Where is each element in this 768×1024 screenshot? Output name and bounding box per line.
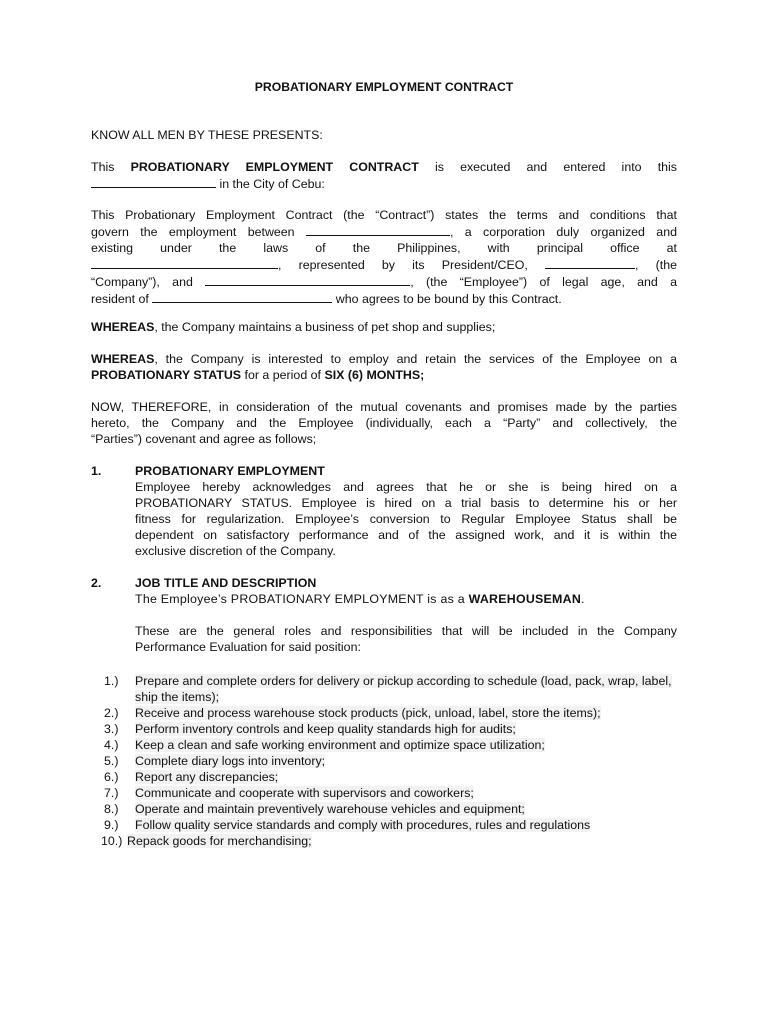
section-2 [135, 575, 677, 655]
list-item [101, 833, 684, 849]
parties-line-4 [91, 256, 677, 273]
list-item-number: 3.) [104, 722, 119, 736]
list-item-number: 2.) [104, 706, 119, 720]
office-address-blank [91, 256, 278, 269]
president-blank [545, 256, 635, 269]
list-item-text: Report any discrepancies; [135, 770, 279, 784]
period-term: SIX (6) MONTHS; [324, 368, 425, 382]
parties-line-6 [91, 290, 677, 307]
list-item-text: Prepare and complete orders for delivery or pickup according to schedule (load, pack, wrap, label, ship the items); [135, 674, 672, 704]
list-item-text: Keep a clean and safe working environment and optimize space utilization; [135, 738, 545, 752]
list-item-text: Receive and process warehouse stock products (pick, unload, label, store the items); [135, 706, 601, 720]
list-item-text: Operate and maintain preventively warehouse vehicles and equipment; [135, 802, 525, 816]
intro-line-2 [91, 175, 677, 192]
now-therefore-line-3: “Parties”) covenant and agree as follows; [91, 432, 317, 446]
section-2-number: 2. [91, 576, 102, 590]
section-2-title: JOB TITLE AND DESCRIPTION [135, 576, 317, 590]
list-item [104, 673, 684, 705]
list-item-text: Perform inventory controls and keep quality standards high for audits; [135, 722, 516, 736]
parties-line-5 [91, 273, 677, 290]
intro-line-1 [91, 159, 677, 175]
whereas2-line-1 [91, 351, 677, 367]
duties-list [101, 673, 684, 849]
parties-text: , a corporation duly organized and [449, 225, 677, 239]
whereas-clause-2 [91, 351, 677, 383]
whereas-text: for a period of [244, 368, 321, 382]
job-position-end: . [581, 592, 585, 606]
list-item-number: 10.) [101, 834, 123, 848]
section-1-line-3: fitness for regularization. Employee’s conversion to Regular Employee Status shall be [135, 512, 677, 526]
parties-line-1: This Probationary Employment Contract (the “Contract”) states the terms and conditions that [91, 208, 677, 222]
now-therefore-paragraph [91, 399, 677, 447]
whereas-text: , the Company maintains a business of pet shop and supplies; [154, 320, 496, 334]
whereas2-line-2 [91, 367, 677, 383]
list-item-number: 1.) [104, 674, 119, 688]
residence-blank [152, 290, 332, 303]
list-item [104, 737, 684, 753]
roles-intro-line-2: Performance Evaluation for said position: [135, 640, 361, 654]
list-item [104, 801, 684, 817]
intro-paragraph [91, 159, 677, 192]
section-1-title: PROBATIONARY EMPLOYMENT [135, 464, 325, 478]
company-name-blank [306, 223, 450, 236]
list-item [104, 817, 684, 833]
section-1-line-4: dependent on satisfactory performance and of the assigned work, and it is within the [135, 528, 677, 542]
list-item-number: 8.) [104, 802, 119, 816]
list-item-text: Communicate and cooperate with supervisors and coworkers; [135, 786, 474, 800]
list-item-text: Follow quality service standards and comply with procedures, rules and regulations [135, 818, 591, 832]
roles-intro-line-1: These are the general roles and responsibilities that will be included in the Company [135, 624, 677, 638]
status-term: PROBATIONARY STATUS [91, 368, 242, 382]
parties-text: resident of [91, 292, 149, 306]
page-title: PROBATIONARY EMPLOYMENT CONTRACT [254, 80, 514, 94]
section-1 [135, 463, 677, 559]
intro-text: is executed and entered into this [434, 160, 677, 174]
parties-text: govern the employment between [91, 225, 295, 239]
section-1-number: 1. [91, 464, 102, 478]
list-item-number: 6.) [104, 770, 119, 784]
now-therefore-line-2: hereto, the Company and the Employee (individually, each a “Party” and collectively, the [91, 416, 677, 430]
date-blank [91, 175, 216, 188]
employee-name-blank [205, 273, 410, 286]
section-1-line-5: exclusive discretion of the Company. [135, 544, 336, 558]
list-item [104, 721, 684, 737]
parties-line-2 [91, 223, 677, 240]
list-item-number: 5.) [104, 754, 119, 768]
job-title: WAREHOUSEMAN [468, 592, 582, 606]
parties-line-3: existing under the laws of the Philippines, with principal office at [91, 241, 677, 255]
intro-text: in the City of Cebu: [219, 177, 325, 191]
list-item [104, 753, 684, 769]
salutation: KNOW ALL MEN BY THESE PRESENTS: [91, 128, 323, 142]
parties-text: “Company”), and [91, 275, 193, 289]
list-item-number: 9.) [104, 818, 119, 832]
list-item [104, 785, 684, 801]
section-1-line-2: PROBATIONARY STATUS. Employee is hired on a trial basis to determine his or her [135, 496, 677, 510]
parties-text: , (the [635, 258, 677, 272]
section-1-line-1: Employee hereby acknowledges and agrees that he or she is being hired on a [135, 480, 677, 494]
parties-text: who agrees to be bound by this Contract. [335, 292, 562, 306]
parties-text: , (the “Employee”) of legal age, and a [410, 275, 677, 289]
intro-text: This [91, 160, 115, 174]
list-item-text: Repack goods for merchandising; [127, 834, 312, 848]
job-position-line [135, 591, 677, 607]
list-item [104, 705, 684, 721]
whereas-text: , the Company is interested to employ and retain the services of the Employee on a [154, 352, 677, 366]
contract-name: PROBATIONARY EMPLOYMENT CONTRACT [130, 160, 419, 174]
list-item-number: 4.) [104, 738, 119, 752]
parties-paragraph [91, 207, 677, 307]
list-item [104, 769, 684, 785]
whereas-label: WHEREAS [91, 352, 155, 366]
whereas-clause-1 [91, 319, 677, 335]
whereas-label: WHEREAS [91, 320, 155, 334]
list-item-number: 7.) [104, 786, 119, 800]
list-item-text: Complete diary logs into inventory; [135, 754, 326, 768]
now-therefore-line-1: NOW, THEREFORE, in consideration of the mutual covenants and promises made by the parties [91, 400, 677, 414]
job-position-text: The Employee’s PROBATIONARY EMPLOYMENT is as a [135, 592, 465, 606]
parties-text: , represented by its President/CEO, [278, 258, 528, 272]
